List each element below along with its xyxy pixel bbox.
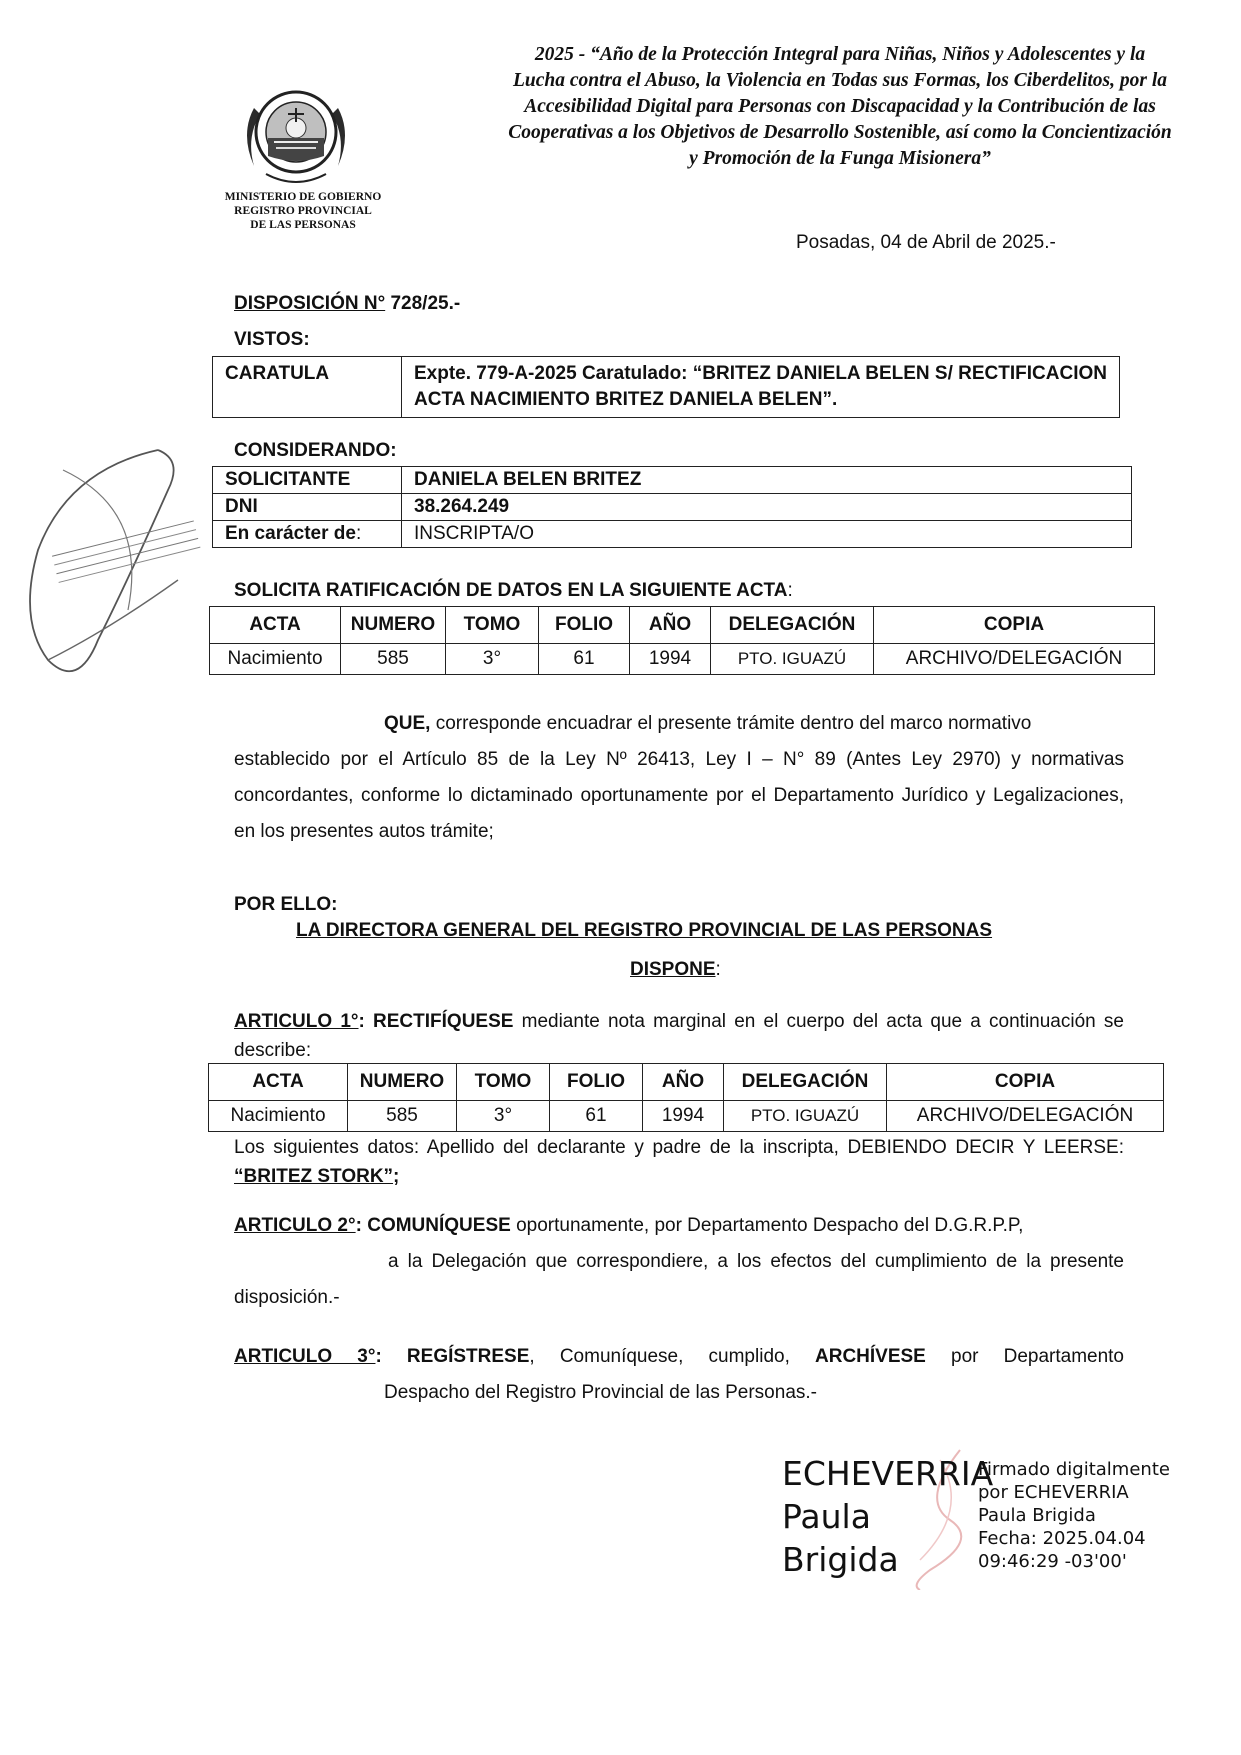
caracter-label-cell <box>213 521 402 548</box>
sig-detail-2: por ECHEVERRIA <box>978 1482 1129 1503</box>
table-header-row <box>209 1064 1164 1101</box>
sig-detail-1: Firmado digitalmente <box>978 1459 1170 1480</box>
articulo-1 <box>234 1007 1124 1065</box>
sig-detail-3: Paula Brigida <box>978 1505 1096 1526</box>
province-seal <box>236 78 356 190</box>
solicitante-table <box>212 466 1132 548</box>
ministry-line-1: MINISTERIO DE GOBIERNO <box>224 191 382 203</box>
motto-line-2: Lucha contra el Abuso, la Violencia en Todas sus Formas, los Ciberdelitos, por la <box>512 70 1168 91</box>
col-copia: COPIA <box>874 607 1155 644</box>
motto-line-5: y Promoción de la Funga Misionera” <box>689 148 991 169</box>
dispone-text: DISPONE <box>630 959 716 980</box>
art1-label: ARTICULO 1° <box>234 1011 359 1032</box>
art3-first-line <box>234 1339 1124 1375</box>
solicita-colon: : <box>787 580 793 601</box>
col-anio: AÑO <box>630 607 711 644</box>
signer-name-line-2: Paula <box>782 1497 871 1536</box>
motto-line-4: Cooperativas a los Objetivos de Desarrollo Sostenible, así como la Concientización <box>508 122 1172 143</box>
art1-verb: RECTIFÍQUESE <box>364 1011 514 1032</box>
sig-detail-4: Fecha: 2025.04.04 <box>978 1528 1146 1549</box>
dni-label: DNI <box>213 494 402 521</box>
ministry-line-3: DE LAS PERSONAS <box>250 219 356 231</box>
art3-text-1: , Comuníquese, cumplido, <box>529 1346 815 1367</box>
cell-anio: 1994 <box>643 1101 724 1132</box>
col-delegacion: DELEGACIÓN <box>724 1064 887 1101</box>
art1-quoted-name: “BRITEZ STORK” <box>234 1166 394 1187</box>
por-ello-heading: POR ELLO: <box>234 894 338 915</box>
solicita-text: SOLICITA RATIFICACIÓN DE DATOS EN LA SIGUIENTE ACTA <box>234 580 788 601</box>
art3-verb-1: REGÍSTRESE <box>381 1346 530 1367</box>
col-acta: ACTA <box>210 607 341 644</box>
art1-text: mediante nota marginal en el cuerpo del acta que a continuación se describe: <box>234 1011 1124 1061</box>
art3-label: ARTICULO 3° <box>234 1346 376 1367</box>
signer-name-line-1: ECHEVERRIA <box>782 1454 994 1493</box>
ministry-block <box>208 190 398 232</box>
art3-text-2: por Departamento <box>925 1346 1124 1367</box>
cell-copia: ARCHIVO/DELEGACIÓN <box>874 644 1155 675</box>
art3-verb-2: ARCHÍVESE <box>815 1346 926 1367</box>
table-row <box>213 357 1120 418</box>
caracter-colon: : <box>355 523 362 544</box>
dispone-heading <box>630 959 721 981</box>
cell-anio: 1994 <box>630 644 711 675</box>
motto-line-3: Accesibilidad Digital para Personas con Discapacidad y la Contribución de las <box>524 96 1156 117</box>
table-row <box>213 494 1132 521</box>
caratula-value: Expte. 779-A-2025 Caratulado: “BRITEZ DANIELA BELEN S/ RECTIFICACION ACTA NACIMIENTO BRITEZ DANIELA BELEN”. <box>402 357 1120 418</box>
que-paragraph <box>234 706 1124 850</box>
cell-folio: 61 <box>539 644 630 675</box>
cell-numero: 585 <box>348 1101 457 1132</box>
col-numero: NUMERO <box>348 1064 457 1101</box>
ministry-line-2: REGISTRO PROVINCIAL <box>234 205 372 217</box>
col-folio: FOLIO <box>539 607 630 644</box>
que-lead: QUE, <box>384 713 431 734</box>
art2-label: ARTICULO 2° <box>234 1215 356 1236</box>
caratula-table <box>212 356 1120 418</box>
art2-text-2: a la Delegación que correspondiere, a los efectos del cumplimiento de la presente disposición.- <box>234 1251 1124 1308</box>
art2-colon: : <box>355 1215 362 1236</box>
art2-first-line <box>234 1208 1124 1244</box>
acta-table-2 <box>208 1063 1164 1132</box>
table-row <box>213 467 1132 494</box>
dni-value: 38.264.249 <box>402 494 1132 521</box>
cell-numero: 585 <box>341 644 446 675</box>
table-header-row <box>210 607 1155 644</box>
disposicion-value: 728/25.- <box>385 293 461 314</box>
art1-colon: : <box>358 1011 365 1032</box>
que-text-2: establecido por el Artículo 85 de la Ley Nº 26413, Ley I – N° 89 (Antes Ley 2970) y normativas concordantes, conforme lo dictaminado oportunamente por el Departamento Jurídico y Legalizaciones, en los presentes autos trámite; <box>234 749 1124 842</box>
art1-after-text: Los siguientes datos: Apellido del declarante y padre de la inscripta, DEBIENDO DECIR Y LEERSE: <box>234 1137 1124 1158</box>
table-row <box>213 521 1132 548</box>
art3-colon: : <box>375 1346 382 1367</box>
caracter-value: INSCRIPTA/O <box>402 521 1132 548</box>
seal-graphic <box>236 78 356 190</box>
vistos-heading: VISTOS: <box>234 329 310 350</box>
art3-text-3: Despacho del Registro Provincial de las Personas.- <box>384 1382 817 1403</box>
cell-copia: ARCHIVO/DELEGACIÓN <box>887 1101 1164 1132</box>
year-motto <box>470 42 1210 172</box>
cell-tomo: 3° <box>446 644 539 675</box>
que-text-1: corresponde encuadrar el presente trámite dentro del marco normativo <box>430 713 1032 734</box>
acta-table-1 <box>209 606 1155 675</box>
table-row <box>209 1101 1164 1132</box>
cell-tomo: 3° <box>457 1101 550 1132</box>
articulo-2 <box>234 1208 1124 1316</box>
col-tomo: TOMO <box>457 1064 550 1101</box>
cell-acta: Nacimiento <box>210 644 341 675</box>
col-folio: FOLIO <box>550 1064 643 1101</box>
cell-acta: Nacimiento <box>209 1101 348 1132</box>
sig-detail-5: 09:46:29 -03'00' <box>978 1551 1127 1572</box>
cell-folio: 61 <box>550 1101 643 1132</box>
cell-delegacion: PTO. IGUAZÚ <box>724 1101 887 1132</box>
col-numero: NUMERO <box>341 607 446 644</box>
disposicion-label: DISPOSICIÓN N° <box>234 293 386 314</box>
considerando-heading: CONSIDERANDO: <box>234 440 397 461</box>
signer-name-line-3: Brigida <box>782 1540 899 1579</box>
table-row <box>210 644 1155 675</box>
caracter-label: En carácter de <box>225 523 356 544</box>
authority-line: LA DIRECTORA GENERAL DEL REGISTRO PROVINCIAL DE LAS PERSONAS <box>296 920 993 941</box>
que-first-line <box>234 706 1124 742</box>
caratula-label: CARATULA <box>213 357 402 418</box>
document-date: Posadas, 04 de Abril de 2025.- <box>796 232 1056 253</box>
signature-details <box>978 1458 1170 1573</box>
col-tomo: TOMO <box>446 607 539 644</box>
disposicion-number <box>234 293 460 315</box>
art1-detail <box>234 1133 1124 1191</box>
motto-line-1: 2025 - “Año de la Protección Integral para Niñas, Niños y Adolescentes y la <box>534 44 1146 65</box>
signer-name <box>782 1452 993 1581</box>
col-delegacion: DELEGACIÓN <box>711 607 874 644</box>
art1-end: ; <box>393 1166 400 1187</box>
articulo-3 <box>234 1339 1124 1411</box>
col-copia: COPIA <box>887 1064 1164 1101</box>
art2-verb: COMUNÍQUESE <box>361 1215 511 1236</box>
solicita-heading <box>234 580 793 602</box>
cell-delegacion: PTO. IGUAZÚ <box>711 644 874 675</box>
solicitante-value: DANIELA BELEN BRITEZ <box>402 467 1132 494</box>
col-anio: AÑO <box>643 1064 724 1101</box>
col-acta: ACTA <box>209 1064 348 1101</box>
dispone-colon: : <box>715 959 721 980</box>
art2-text-1: oportunamente, por Departamento Despacho del D.G.R.P.P, <box>510 1215 1024 1236</box>
solicitante-label: SOLICITANTE <box>213 467 402 494</box>
